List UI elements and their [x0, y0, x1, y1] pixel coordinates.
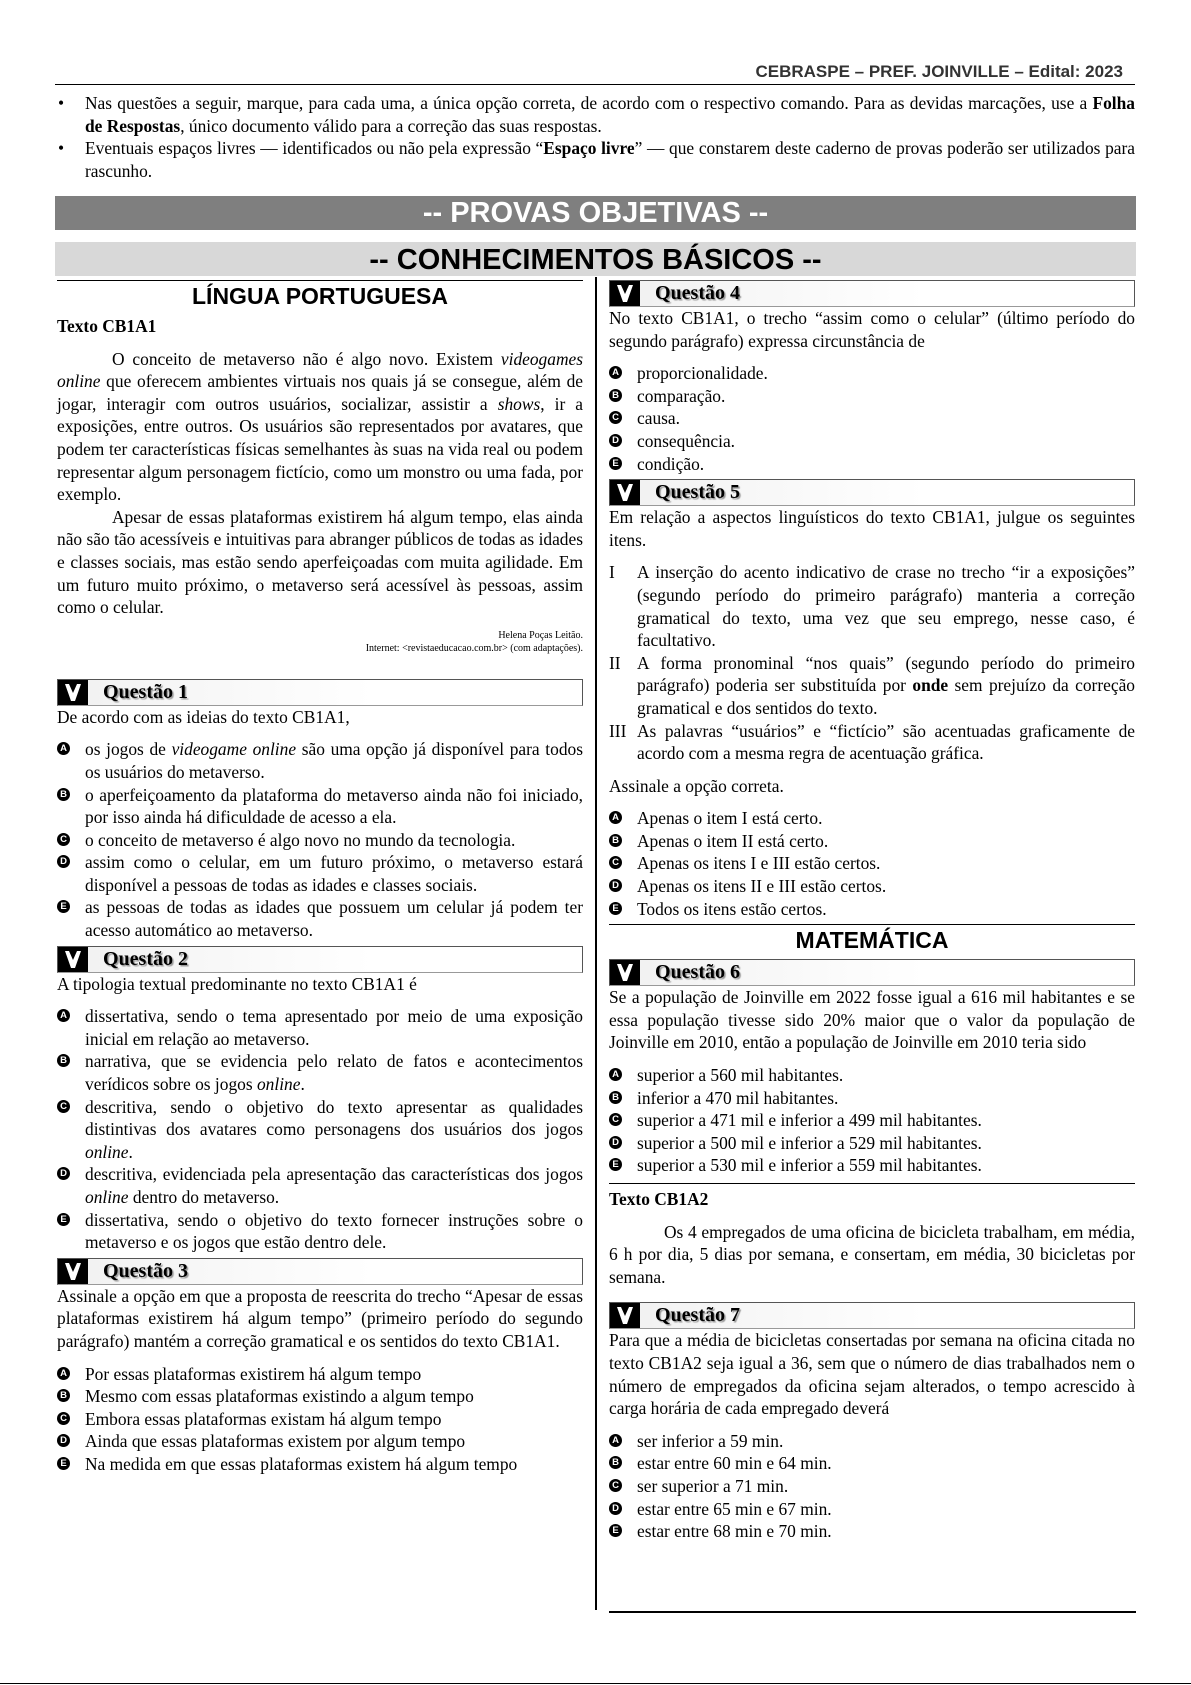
question-label: Questão 7: [655, 1304, 740, 1327]
question-arrow-icon: [58, 947, 88, 972]
text-paragraph-2: Apesar de essas plataformas existirem há algum tempo, elas ainda não são tão acessíveis e intuitivas para abranger públicos de todas as idades e classes sociais, mas estão sendo aperfeiçoadas com muita agilidade. Em um futuro muito próximo, o metaverso será acessível às pessoas, assim como o celular.: [57, 506, 583, 618]
option-letter-icon: E: [609, 1158, 622, 1171]
option-letter-icon: B: [609, 834, 622, 847]
option-letter-icon: E: [57, 1213, 70, 1226]
judgment-item: I A inserção do acento indicativo de crase no trecho “ir a exposições” (segundo período do primeiro parágrafo) manteria a correção gramatical do texto, uma vez que seu emprego, nesse caso, é facultativo.: [609, 562, 1135, 651]
question-arrow-icon: [610, 480, 640, 505]
option-letter-icon: D: [609, 879, 622, 892]
option-letter-icon: D: [57, 1434, 70, 1447]
question-header: [57, 679, 583, 706]
option-d[interactable]: D Apenas os itens II e III estão certos.: [609, 875, 1135, 898]
option-letter-icon: E: [609, 1524, 622, 1537]
judgment-item: II A forma pronominal “nos quais” (segundo período do primeiro parágrafo) poderia ser substituída por onde sem prejuízo da correção gramatical e dos sentidos do texto.: [609, 652, 1135, 718]
options-list: [609, 1064, 1135, 1177]
option-a[interactable]: A Apenas o item I está certo.: [609, 807, 1135, 830]
option-letter-icon: C: [609, 1113, 622, 1126]
instruction-emphasis: Espaço livre: [543, 138, 635, 159]
option-b[interactable]: B o aperfeiçoamento da plataforma do metaverso ainda não foi iniciado, por isso ainda há dificuldade de acesso a ela.: [57, 784, 583, 829]
text-paragraph-1: O conceito de metaverso não é algo novo. Existem videogames online que oferecem ambientes virtuais nos quais já se consegue, além de jogar, interagir com outros usuários, socializar, assistir a shows, ir a exposições, entre outros. Os usuários são representados por avatares, que podem ter características físicas semelhantes às suas na vida real ou podem representar algum personagem fictício, como um monstro ou uma fada, por exemplo.: [57, 348, 583, 505]
option-letter-icon: C: [57, 1412, 70, 1425]
instruction-text: Nas questões a seguir, marque, para cada uma, a única opção correta, de acordo com o respectivo comando. Para as devidas marcações, use a: [85, 93, 1093, 113]
text-author: Helena Poças Leitão.: [498, 629, 583, 641]
bullet-icon: •: [58, 138, 65, 159]
question-stem: A tipologia textual predominante no texto CB1A1 é: [57, 973, 417, 994]
instruction-item: [55, 137, 1135, 182]
text-id-cb1a1: Texto CB1A1: [57, 316, 157, 336]
question-arrow-icon: [58, 680, 88, 705]
option-letter-icon: B: [609, 1091, 622, 1104]
option-letter-icon: E: [609, 457, 622, 470]
option-b[interactable]: B Mesmo com essas plataformas existindo a algum tempo: [57, 1385, 583, 1408]
option-letter-icon: B: [57, 788, 70, 801]
section-title-matematica: MATEMÁTICA: [609, 924, 1135, 955]
question-label: Questão 5: [655, 481, 740, 504]
option-e[interactable]: E Na medida em que essas plataformas existem há algum tempo: [57, 1453, 583, 1476]
option-letter-icon: B: [57, 1389, 70, 1402]
option-b[interactable]: B estar entre 60 min e 64 min.: [609, 1452, 1135, 1475]
exam-header-title: CEBRASPE – PREF. JOINVILLE – Edital: 2023: [755, 62, 1123, 81]
right-column: [609, 280, 1135, 1543]
option-e[interactable]: E dissertativa, sendo o objetivo do texto fornecer instruções sobre o metaverso e os jogos que estão dentro dele.: [57, 1209, 583, 1254]
banner-conhecimentos-basicos: -- CONHECIMENTOS BÁSICOS --: [55, 242, 1136, 276]
exam-header: [55, 61, 1135, 85]
option-d[interactable]: D superior a 500 mil e inferior a 529 mil habitantes.: [609, 1132, 1135, 1155]
option-letter-icon: D: [609, 434, 622, 447]
option-c[interactable]: C Embora essas plataformas existam há algum tempo: [57, 1408, 583, 1431]
bullet-icon: •: [58, 93, 65, 113]
option-letter-icon: A: [609, 366, 622, 379]
question-stem: Em relação a aspectos linguísticos do texto CB1A1, julgue os seguintes itens.: [609, 507, 1135, 550]
option-c[interactable]: C superior a 471 mil e inferior a 499 mil habitantes.: [609, 1109, 1135, 1132]
option-e[interactable]: E superior a 530 mil e inferior a 559 mil habitantes.: [609, 1154, 1135, 1177]
question-label: Questão 4: [655, 282, 740, 304]
option-a[interactable]: A proporcionalidade.: [609, 362, 1135, 385]
option-letter-icon: B: [57, 1054, 70, 1067]
question-arrow-icon: [58, 1259, 88, 1284]
question-header: [609, 280, 1135, 307]
text-id-cb1a2: Texto CB1A2: [609, 1189, 709, 1209]
option-letter-icon: E: [57, 1457, 70, 1470]
option-e[interactable]: E as pessoas de todas as idades que possuem um celular já podem ter acesso automático ao metaverso.: [57, 896, 583, 941]
instruction-text: Eventuais espaços livres — identificados ou não pela expressão “: [85, 138, 544, 159]
judgment-item: III As palavras “usuários” e “fictício” são acentuadas graficamente de acordo com a mesma regra de acentuação gráfica.: [609, 720, 1135, 764]
text-source: Internet: <revistaeducacao.com.br> (com adaptações).: [365, 642, 583, 654]
option-letter-icon: E: [609, 902, 622, 915]
option-letter-icon: C: [609, 411, 622, 424]
question-stem: No texto CB1A1, o trecho “assim como o celular” (último período do segundo parágrafo) expressa circunstância de: [609, 308, 1135, 351]
options-list: [609, 362, 1135, 475]
option-letter-icon: A: [57, 1367, 70, 1380]
option-letter-icon: B: [609, 1456, 622, 1469]
option-b[interactable]: B comparação.: [609, 385, 1135, 408]
options-list: [57, 1363, 583, 1476]
question-label: Questão 6: [655, 961, 740, 984]
option-letter-icon: C: [609, 1479, 622, 1492]
instruction-item: [55, 92, 1135, 137]
bottom-rule: [609, 1611, 1136, 1613]
question-header: [609, 479, 1135, 506]
option-a[interactable]: A superior a 560 mil habitantes.: [609, 1064, 1135, 1087]
option-d[interactable]: D estar entre 65 min e 67 min.: [609, 1498, 1135, 1521]
option-letter-icon: A: [609, 811, 622, 824]
question-label: Questão 3: [103, 1259, 188, 1282]
question-stem: Assinale a opção em que a proposta de reescrita do trecho “Apesar de essas plataformas existirem há algum tempo” (primeiro período do segundo parágrafo) mantém a correção gramatical e os sentidos do texto CB1A1.: [57, 1285, 583, 1351]
instructions: [55, 92, 1135, 182]
option-letter-icon: E: [57, 900, 70, 913]
footer-line: [0, 1683, 1191, 1684]
question-stem: De acordo com as ideias do texto CB1A1,: [57, 706, 350, 727]
option-letter-icon: C: [609, 856, 622, 869]
column-divider: [595, 277, 597, 1610]
option-e[interactable]: E Todos os itens estão certos.: [609, 898, 1135, 921]
option-letter-icon: A: [609, 1434, 622, 1447]
option-c[interactable]: C causa.: [609, 407, 1135, 430]
instruction-text: ” — que constarem deste caderno de provas poderão ser utilizados para rascunho.: [85, 138, 1135, 181]
option-letter-icon: C: [57, 1100, 70, 1113]
option-c[interactable]: C o conceito de metaverso é algo novo no mundo da tecnologia.: [57, 829, 583, 852]
option-a[interactable]: A os jogos de videogame online são uma opção já disponível para todos os usuários do metaverso.: [57, 738, 583, 783]
option-d[interactable]: D assim como o celular, em um futuro próximo, o metaverso estará disponível a pessoas de todas as idades e classes sociais.: [57, 851, 583, 896]
option-c[interactable]: C ser superior a 71 min.: [609, 1475, 1135, 1498]
option-a[interactable]: A dissertativa, sendo o tema apresentado por meio de uma exposição inicial em relação ao metaverso.: [57, 1005, 583, 1050]
question-header: [609, 1302, 1135, 1329]
text-cb1a2-body: Os 4 empregados de uma oficina de bicicleta trabalham, em média, 6 h por dia, 5 dias por semana, e consertam, em média, 30 bicicletas por semana.: [609, 1221, 1135, 1287]
question-header: [609, 959, 1135, 986]
question-stem: Se a população de Joinville em 2022 fosse igual a 616 mil habitantes e se essa população tivesse sido 20% maior que o valor da população de Joinville em 2010, então a população de Joinville em 2010 teria sido: [609, 987, 1135, 1053]
question-label: Questão 1: [103, 680, 188, 703]
instruction-emphasis: Folha de Respostas: [85, 93, 1135, 136]
option-c[interactable]: C Apenas os itens I e III estão certos.: [609, 852, 1135, 875]
option-b[interactable]: B narrativa, que se evidencia pelo relato de fatos e acontecimentos verídicos sobre os jogos online.: [57, 1050, 583, 1095]
left-column: [57, 280, 583, 1476]
question-stem: Para que a média de bicicletas consertadas por semana na oficina citada no texto CB1A2 seja igual a 36, sem que o número de dias trabalhados nem o número de empregados da oficina sejam alterados, o tempo acrescido à carga horária de cada empregado deverá: [609, 1330, 1135, 1419]
options-list: [57, 738, 583, 941]
options-list: [609, 1430, 1135, 1543]
option-e[interactable]: E estar entre 68 min e 70 min.: [609, 1520, 1135, 1543]
option-letter-icon: D: [57, 1167, 70, 1180]
instruction-text: , único documento válido para a correção das suas respostas.: [180, 115, 602, 136]
option-letter-icon: A: [609, 1068, 622, 1081]
option-letter-icon: D: [57, 855, 70, 868]
option-c[interactable]: C descritiva, sendo o objetivo do texto apresentar as qualidades distintivas dos avatares como personagens dos usuários dos jogos online.: [57, 1096, 583, 1164]
option-letter-icon: B: [609, 389, 622, 402]
question-arrow-icon: [610, 1303, 640, 1328]
banner-provas-objetivas: -- PROVAS OBJETIVAS --: [55, 196, 1136, 230]
option-b[interactable]: B inferior a 470 mil habitantes.: [609, 1087, 1135, 1110]
question-header: [57, 1258, 583, 1285]
options-list: [57, 1005, 583, 1254]
question-arrow-icon: [610, 960, 640, 985]
option-letter-icon: C: [57, 833, 70, 846]
question-arrow-icon: [610, 281, 640, 306]
option-a[interactable]: A Por essas plataformas existirem há algum tempo: [57, 1363, 583, 1386]
option-letter-icon: A: [57, 1009, 70, 1022]
question-label: Questão 2: [103, 947, 188, 970]
question-instruction: Assinale a opção correta.: [609, 775, 784, 796]
option-letter-icon: A: [57, 742, 70, 755]
option-b[interactable]: B Apenas o item II está certo.: [609, 830, 1135, 853]
option-letter-icon: D: [609, 1502, 622, 1515]
option-d[interactable]: D Ainda que essas plataformas existem por algum tempo: [57, 1430, 583, 1453]
option-letter-icon: D: [609, 1136, 622, 1149]
question-header: [57, 946, 583, 973]
option-d[interactable]: D consequência.: [609, 430, 1135, 453]
section-title-lingua-portuguesa: LÍNGUA PORTUGUESA: [57, 280, 583, 311]
item-number: III: [609, 720, 627, 741]
item-number: I: [609, 562, 615, 583]
options-list: [609, 807, 1135, 920]
option-a[interactable]: A ser inferior a 59 min.: [609, 1430, 1135, 1453]
item-number: II: [609, 652, 621, 673]
option-d[interactable]: D descritiva, evidenciada pela apresentação das características dos jogos online dentro do metaverso.: [57, 1163, 583, 1208]
option-e[interactable]: E condição.: [609, 453, 1135, 476]
